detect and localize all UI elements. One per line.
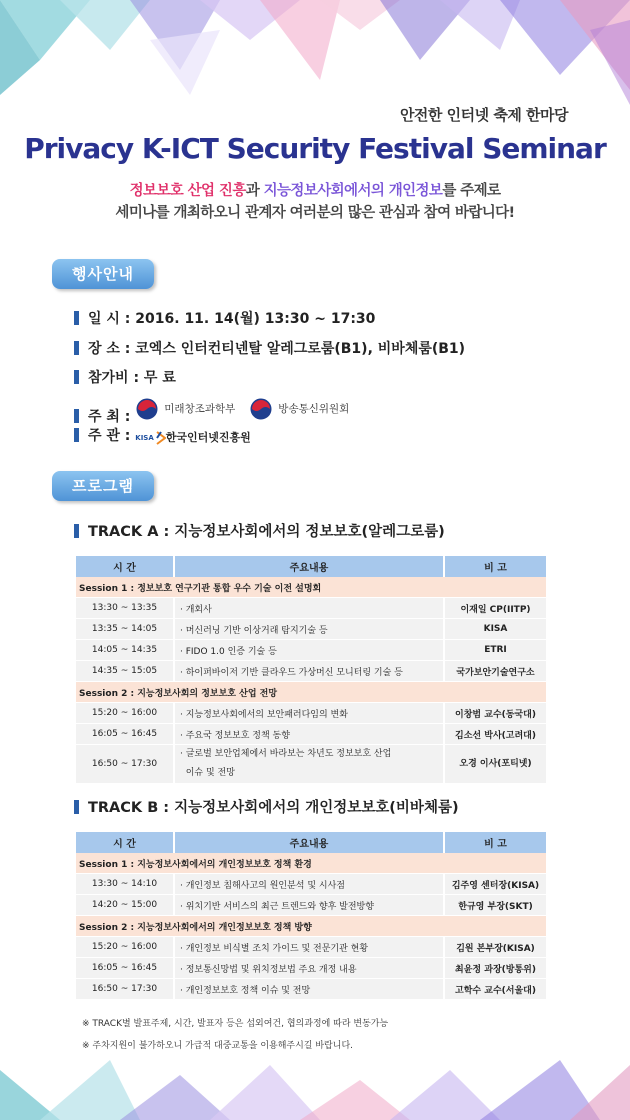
row-content: · 개인정보 침해사고의 원인분석 및 시사점 [174,874,444,895]
bullet-bar [74,800,79,814]
row-time: 14:20 ~ 15:00 [76,895,174,916]
track-b-title [74,796,459,817]
event-fee [74,368,176,388]
row-content: · 개인정보보호 정책 이슈 및 전망 [174,979,444,1000]
row-time: 16:05 ~ 16:45 [76,958,174,979]
row-note: 고학수 교수(서울대) [444,979,546,1000]
bullet-bar [74,409,79,423]
row-time: 14:35 ~ 15:05 [76,661,174,682]
bullet-bar [74,311,79,325]
row-content: · 머신러닝 기반 이상거래 탐지기술 등 [174,619,444,640]
table-row [76,598,546,619]
row-note: KISA [444,619,546,640]
venue-label: 장 소 : [88,341,136,357]
row-note: 오경 이사(포티넷) [444,745,546,784]
row-time: 16:50 ~ 17:30 [76,979,174,1000]
footnote-parking: ※ 주차지원이 불가하오니 가급적 대중교통을 이용해주시길 바랍니다. [82,1041,354,1051]
table-header-row [76,832,546,853]
kisa-mark-icon [156,431,166,445]
table-row [76,640,546,661]
intro-highlight-industry: 정보보호 산업 진흥 [129,183,246,199]
row-note: ETRI [444,640,546,661]
track-b-table [76,832,546,1000]
table-header-row [76,556,546,577]
government-seal-icon [249,397,273,421]
intro-topic-suffix: 를 주제로 [442,183,501,199]
row-note: 김소선 박사(고려대) [444,724,546,745]
table-row [76,874,546,895]
session-row [76,577,546,598]
fee-label: 참가비 : [88,370,144,386]
row-content [174,745,444,784]
row-time: 13:30 ~ 13:35 [76,598,174,619]
row-content: · FIDO 1.0 인증 기술 등 [174,640,444,661]
bullet-bar [74,428,79,442]
host-org-kcc: 방송통신위원회 [278,403,350,415]
session-title: Session 2 : 지능정보사회에서의 개인정보보호 정책 방향 [76,916,546,937]
header-content: 주요내용 [174,832,444,853]
table-row [76,895,546,916]
row-content-line-2: 이슈 및 전망 [180,768,235,778]
date-label: 일 시 : [88,311,136,327]
fee-value: 무 료 [143,370,176,386]
venue-value: 코엑스 인터컨티넨탈 알레그로룸(B1), 비바체룸(B1) [135,341,466,357]
track-a-title-text: TRACK A : 지능정보사회에서의 정보보호(알레그로룸) [88,524,445,540]
row-content: · 하이퍼바이저 기반 클라우드 가상머신 모니터링 기술 등 [174,661,444,682]
session-row [76,916,546,937]
row-note: 이재일 CP(IITP) [444,598,546,619]
row-time: 13:35 ~ 14:05 [76,619,174,640]
row-content: · 정보통신망법 및 위치정보법 주요 개정 내용 [174,958,444,979]
event-organizer [74,426,251,446]
kisa-logo [135,428,251,448]
intro-line-2: 세미나를 개최하오니 관계자 여러분의 많은 관심과 참여 바랍니다! [115,205,515,221]
track-b-title-text: TRACK B : 지능정보사회에서의 개인정보보호(비바체룸) [88,800,459,816]
row-time: 16:50 ~ 17:30 [76,745,174,784]
header-note: 비 고 [444,556,546,577]
row-time: 13:30 ~ 14:10 [76,874,174,895]
intro-highlight-privacy: 지능정보사회에서의 개인정보 [263,183,443,199]
festival-tagline: 안전한 인터넷 축제 한마당 [399,106,568,124]
table-row [76,979,546,1000]
kisa-logo-latin: KISA [135,434,154,442]
row-note: 이창범 교수(동국대) [444,703,546,724]
header-content: 주요내용 [174,556,444,577]
organizer-label: 주 관 : [88,428,136,444]
row-content: · 지능정보사회에서의 보안패러다임의 변화 [174,703,444,724]
kisa-logo-name: 한국인터넷진흥원 [165,431,251,444]
header-note: 비 고 [444,832,546,853]
row-time: 15:20 ~ 16:00 [76,703,174,724]
date-value: 2016. 11. 14(월) 13:30 ~ 17:30 [135,311,376,327]
event-date [74,309,375,329]
row-note: 국가보안기술연구소 [444,661,546,682]
table-row [76,958,546,979]
table-row [76,937,546,958]
event-info-badge: 행사안내 [52,259,154,289]
row-note: 김주영 센터장(KISA) [444,874,546,895]
bullet-bar [74,524,79,538]
session-title: Session 1 : 정보보호 연구기관 통합 우수 기술 이전 설명회 [76,577,546,598]
seminar-title: Privacy K-ICT Security Festival Seminar [24,132,606,165]
host-org-msip: 미래창조과학부 [164,403,236,415]
row-time: 15:20 ~ 16:00 [76,937,174,958]
header-time: 시 간 [76,556,174,577]
row-time: 14:05 ~ 14:35 [76,640,174,661]
row-time: 16:05 ~ 16:45 [76,724,174,745]
track-a-title [74,520,445,541]
track-a-table [76,556,546,784]
row-content: · 개회사 [174,598,444,619]
row-note: 최윤정 과장(방통위) [444,958,546,979]
row-content: · 위치기반 서비스의 최근 트렌드와 향후 발전방향 [174,895,444,916]
row-content-line-1: · 글로벌 보안업체에서 바라보는 차년도 정보보호 산업 [180,749,392,759]
table-row [76,661,546,682]
event-host [74,397,363,425]
header-time: 시 간 [76,832,174,853]
bullet-bar [74,370,79,384]
session-title: Session 2 : 지능정보사회의 정보보호 산업 전망 [76,682,546,703]
intro-connector: 과 [245,183,264,199]
row-content: · 개인정보 비식별 조치 가이드 및 전문기관 현황 [174,937,444,958]
row-note: 김원 본부장(KISA) [444,937,546,958]
row-note: 한규영 부장(SKT) [444,895,546,916]
footnote-schedule-change: ※ TRACK별 발표주제, 시간, 발표자 등은 섭외여건, 협의과정에 따라 변동가능 [82,1019,389,1029]
bullet-bar [74,341,79,355]
table-row [76,724,546,745]
table-row [76,619,546,640]
table-row [76,703,546,724]
intro-text [0,180,630,224]
program-badge: 프로그램 [52,471,154,501]
event-venue [74,339,465,359]
session-row [76,853,546,874]
host-label: 주 최 : [88,409,136,425]
row-content: · 주요국 정보보호 정책 동향 [174,724,444,745]
session-row [76,682,546,703]
table-row [76,745,546,784]
government-seal-icon [135,397,159,421]
session-title: Session 1 : 지능정보사회에서의 개인정보보호 정책 환경 [76,853,546,874]
intro-line-1 [0,180,630,202]
